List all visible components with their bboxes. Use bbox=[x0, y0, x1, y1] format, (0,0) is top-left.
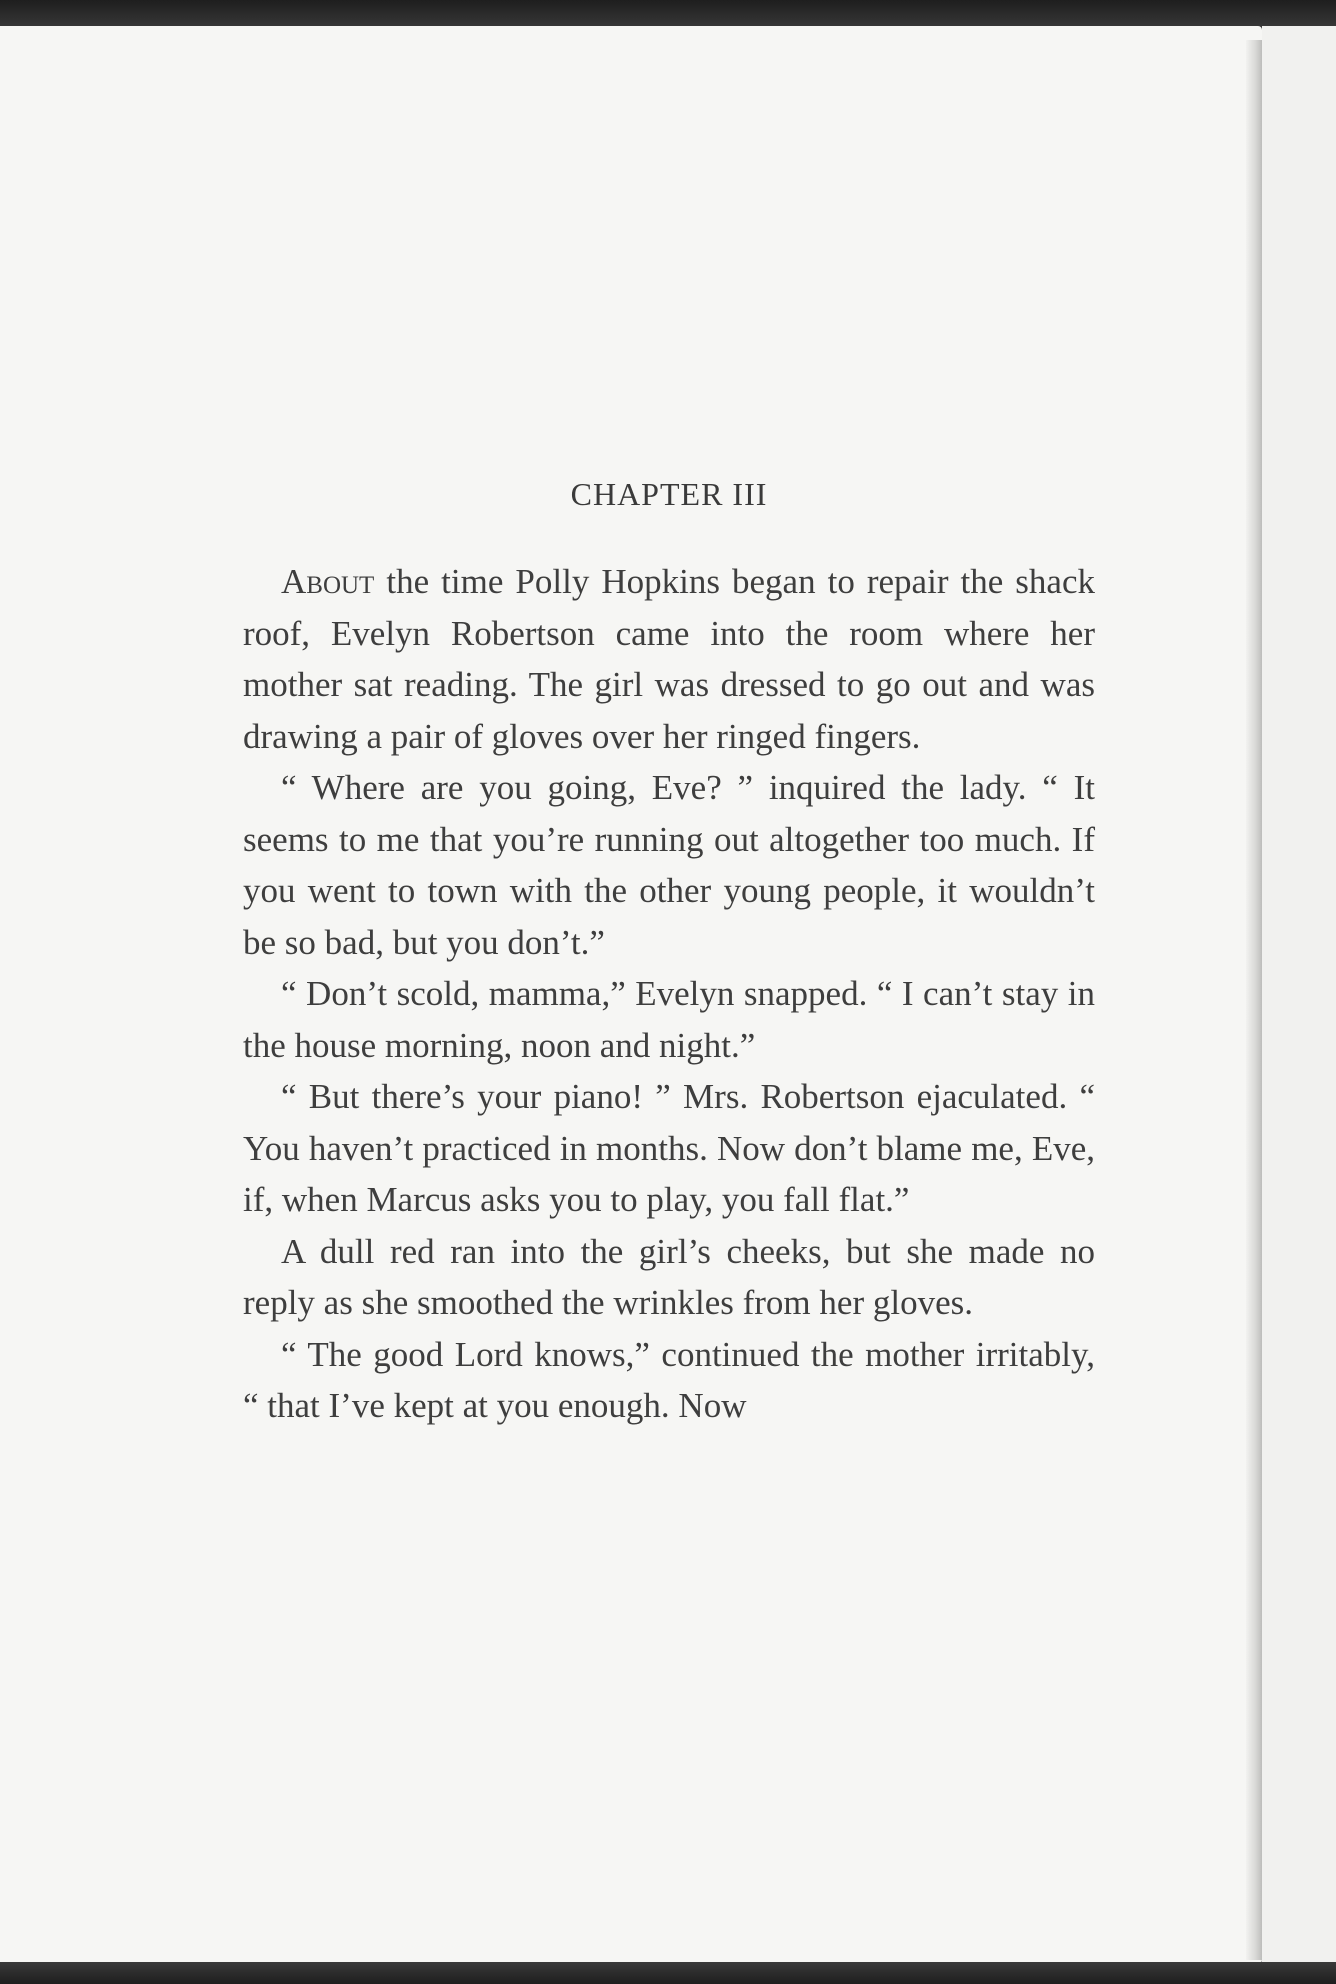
paragraph-text: the time Polly Hopkins began to repair the shack roof, Evelyn Robertson came into the room where her mother sat reading. The girl was dressed to go out and was drawing a pair of gloves over her ringed fingers. bbox=[243, 562, 1095, 756]
paragraph-text: “ But there’s your piano! ” Mrs. Robertson ejaculated. “ You haven’t practiced in months. Now don’t blame me, Eve, if, when Marcus asks you to play, you fall flat.” bbox=[243, 1077, 1095, 1219]
paragraph bbox=[243, 762, 1095, 968]
paragraph bbox=[243, 1226, 1095, 1329]
paragraph-text: “ Don’t scold, mamma,” Evelyn snapped. “ I can’t stay in the house morning, noon and night.” bbox=[243, 974, 1095, 1065]
chapter-heading: CHAPTER III bbox=[570, 476, 768, 512]
paragraph bbox=[243, 968, 1095, 1071]
paragraph-text: “ The good Lord knows,” continued the mother irritably, “ that I’ve kept at you enough. Now bbox=[243, 1334, 1095, 1425]
paragraph bbox=[243, 1329, 1095, 1432]
paragraph bbox=[243, 1071, 1095, 1226]
scan-right-margin bbox=[1262, 26, 1336, 1964]
paragraph bbox=[243, 556, 1095, 762]
paragraph-text: “ Where are you going, Eve? ” inquired the lady. “ It seems to me that you’re running out altogether too much. If you went to town with the other young people, it wouldn’t be so bad, but you don’t.” bbox=[243, 768, 1095, 962]
page-edge-shadow bbox=[1246, 40, 1262, 1960]
chapter-body bbox=[243, 556, 1095, 1432]
paragraph-text: A dull red ran into the girl’s cheeks, but she made no reply as she smoothed the wrinkles from her gloves. bbox=[243, 1231, 1095, 1322]
scan-bottom-border bbox=[0, 1962, 1336, 1984]
paragraph-lead-word: About bbox=[281, 562, 375, 601]
